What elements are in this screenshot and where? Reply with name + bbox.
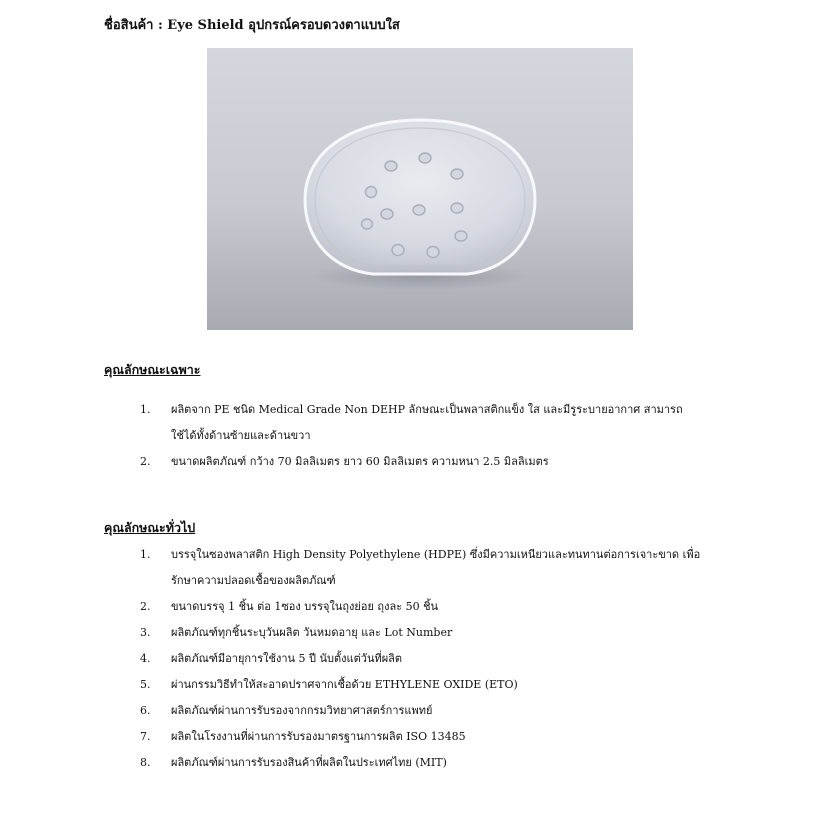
list-item-text: ผลิตภัณฑ์ทุกชิ้นระบุวันผลิต วันหมดอายุ และ Lot Number [171,626,453,639]
list-item-number: 1. [140,403,151,416]
list-item-text: ผลิตภัณฑ์ผ่านการรับรองสินค้าที่ผลิตในประเทศไทย (MIT) [171,756,447,769]
list-item-text: ใช้ได้ทั้งด้านซ้ายและด้านขวา [171,429,311,442]
product-title: ชื่อสินค้า : Eye Shield อุปกรณ์ครอบดวงตาแบบใส [104,18,400,33]
list-item-number: 7. [140,730,151,743]
list-item-text: ผ่านกรรมวิธีทำให้สะอาดปราศจากเชื้อด้วย ETHYLENE OXIDE (ETO) [171,678,518,691]
general-heading: คุณลักษณะทั่วไป [104,520,196,535]
list-item-text: ผลิตภัณฑ์มีอายุการใช้งาน 5 ปี นับตั้งแต่วันที่ผลิต [171,652,403,665]
list-item-text: บรรจุในซองพลาสติก High Density Polyethylene (HDPE) ซึ่งมีความเหนียวและทนทานต่อการเจาะขาด เพื่อ [171,548,701,561]
list-item-text: ขนาดบรรจุ 1 ชิ้น ต่อ 1ซอง บรรจุในถุงย่อย ถุงละ 50 ชิ้น [171,600,439,613]
list-item-number: 2. [140,600,151,613]
list-item-number: 4. [140,652,151,665]
specific-heading: คุณลักษณะเฉพาะ [104,362,201,377]
list-item-text: ผลิตภัณฑ์ผ่านการรับรองจากกรมวิทยาศาสตร์การแพทย์ [171,704,433,717]
list-item-number: 1. [140,548,151,561]
list-item-number: 6. [140,704,151,717]
eye-shield-photo [207,48,633,330]
product-photo [207,48,633,330]
list-item-number: 3. [140,626,151,639]
list-item-text: ผลิตในโรงงานที่ผ่านการรับรองมาตรฐานการผลิต ISO 13485 [171,730,466,743]
list-item-number: 2. [140,455,151,468]
list-item-text: ขนาดผลิตภัณฑ์ กว้าง 70 มิลลิเมตร ยาว 60 มิลลิเมตร ความหนา 2.5 มิลลิเมตร [171,455,549,468]
list-item-text: รักษาความปลอดเชื้อของผลิตภัณฑ์ [171,574,336,587]
list-item-text: ผลิตจาก PE ชนิด Medical Grade Non DEHP ลักษณะเป็นพลาสติกแข็ง ใส และมีรูระบายอากาศ สามารถ [171,403,683,416]
list-item-number: 8. [140,756,151,769]
list-item-number: 5. [140,678,151,691]
